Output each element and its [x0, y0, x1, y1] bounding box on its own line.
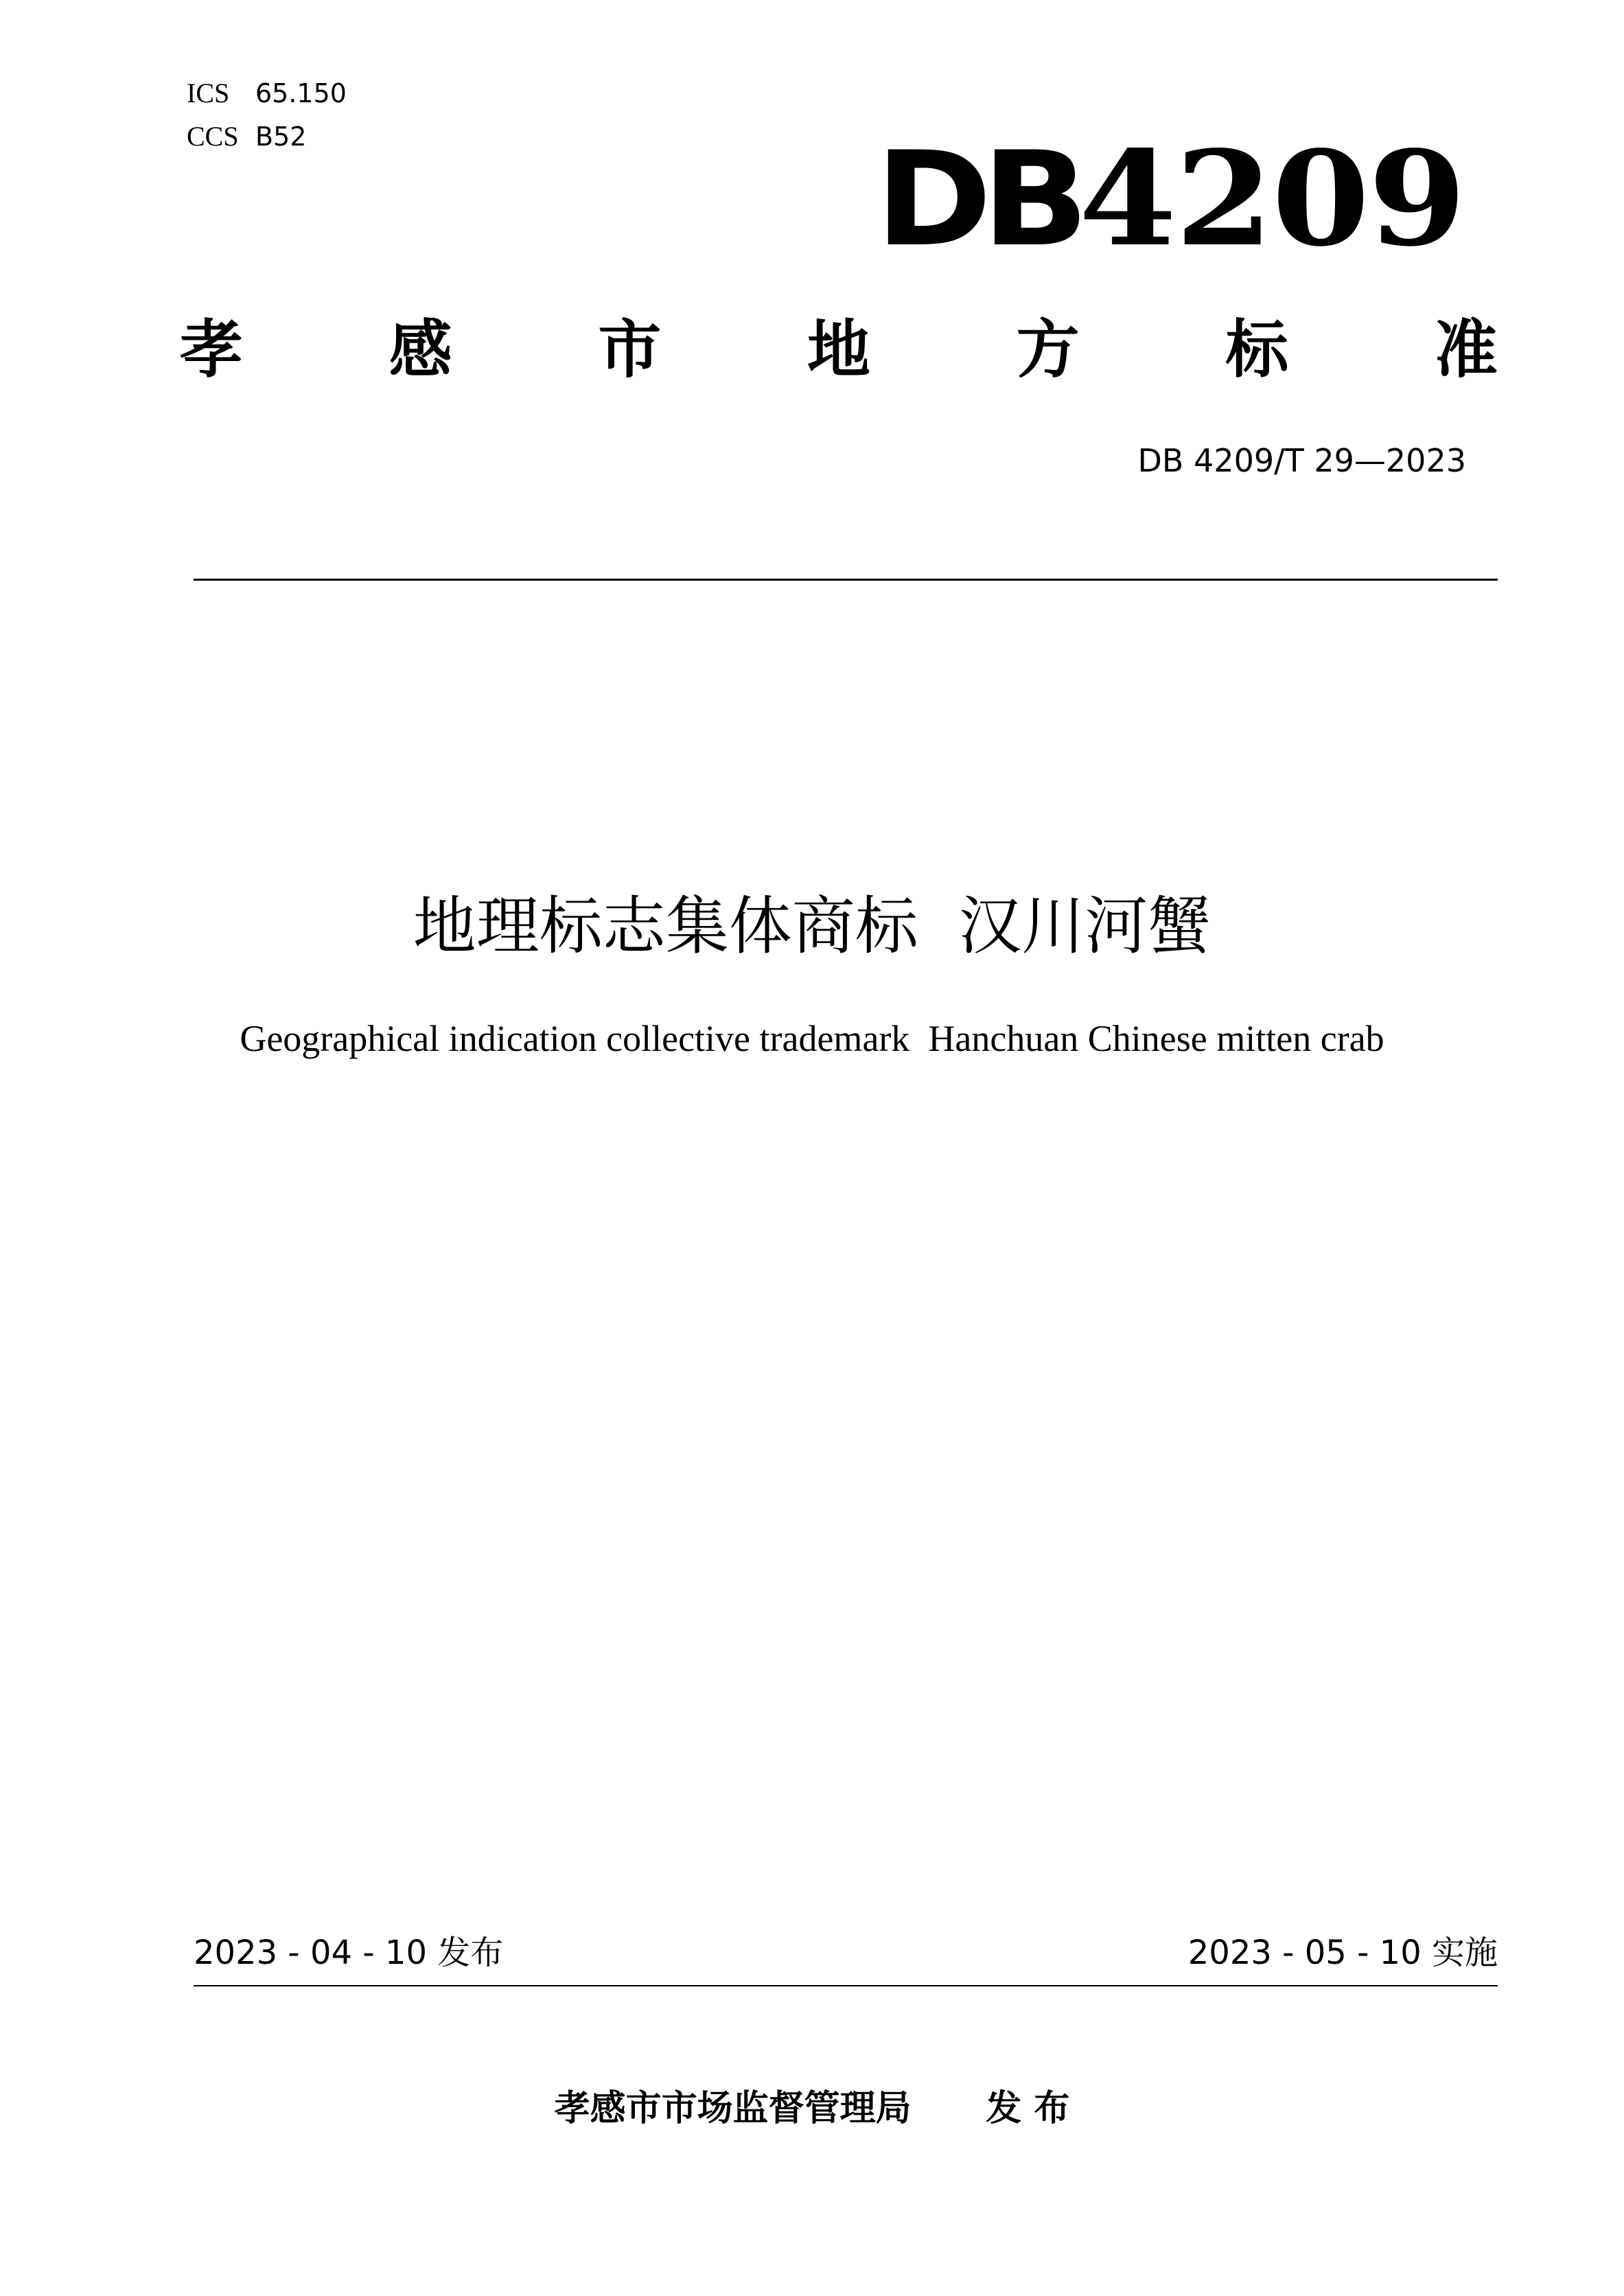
date-divider [194, 1985, 1498, 1986]
standard-logo-prefix: DB [875, 124, 1079, 275]
ccs-value: B52 [255, 121, 307, 152]
ccs-code [187, 120, 306, 153]
issue-date: 2023 - 04 - 10 发布 [194, 1934, 504, 1972]
ics-label: ICS [187, 78, 230, 108]
standard-category-char: 市 [598, 313, 662, 386]
publisher: 孝感市市场监督管理局 发 布 [554, 2088, 1070, 2129]
standard-logo-code: 4209 [1078, 122, 1465, 275]
standard-category-char: 孝 [180, 313, 244, 386]
ics-code [187, 77, 347, 110]
standard-category-char: 标 [1225, 313, 1289, 386]
standard-category-char: 地 [807, 313, 870, 386]
document-title-en: Geographical indication collective trademark Hanchuan Chinese mitten crab [240, 1018, 1384, 1059]
standard-number: DB 4209/T 29—2023 [1137, 442, 1466, 479]
standard-category-char: 方 [1016, 313, 1080, 386]
standard-category-char: 准 [1434, 313, 1498, 386]
header-divider [194, 579, 1498, 581]
standard-category-char: 感 [388, 313, 452, 386]
ics-value: 65.150 [255, 78, 347, 108]
ccs-label: CCS [187, 121, 239, 152]
implementation-date: 2023 - 05 - 10 实施 [1187, 1934, 1498, 1972]
standard-logo [875, 122, 1465, 275]
standard-category [180, 312, 1498, 388]
document-title-zh: 地理标志集体商标 汉川河蟹 [413, 890, 1211, 963]
